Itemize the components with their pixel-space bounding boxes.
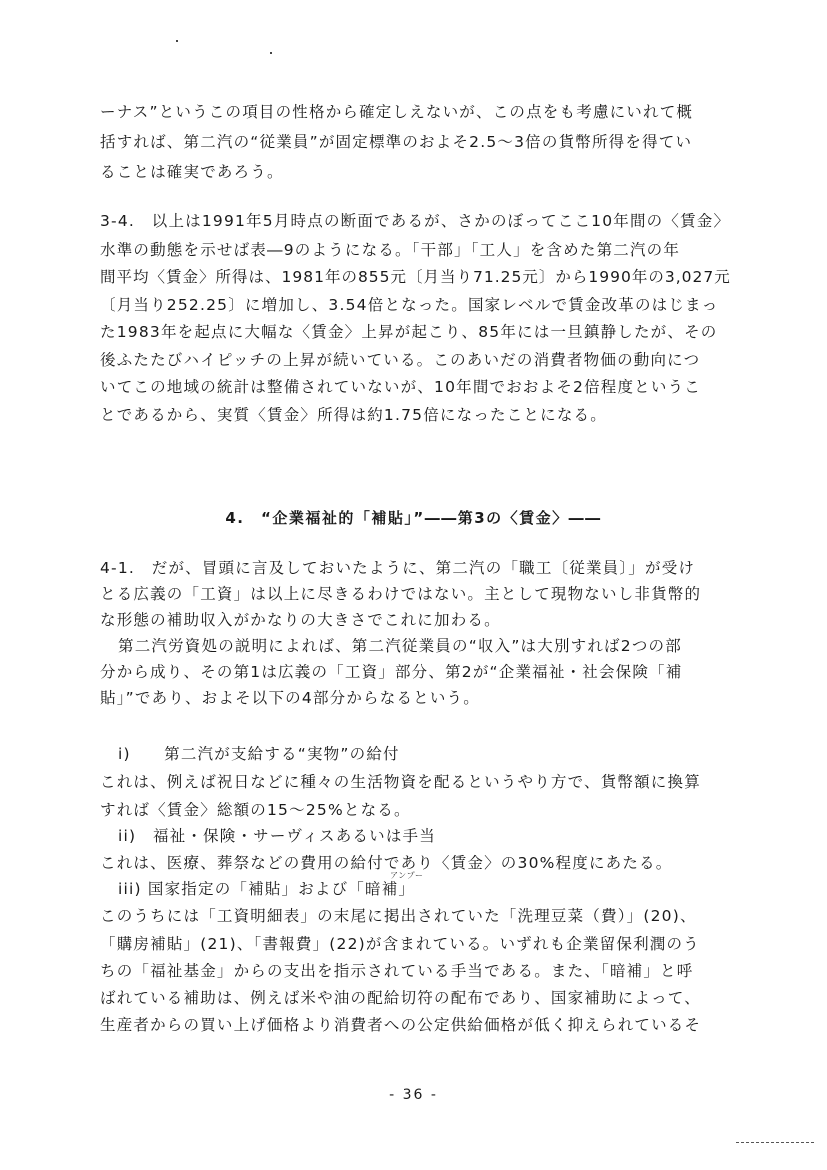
text-line: 間平均〈賃金〉所得は、1981年の855元〔月当り71.25元〕から1990年の3,027元 bbox=[100, 268, 731, 286]
text-line: 後ふたたびハイピッチの上昇が続いている。このあいだの消費者物価の動向につ bbox=[100, 351, 701, 369]
text-line: 水準の動態を示せば表―9のようになる。「干部」「工人」を含めた第二汽の年 bbox=[100, 241, 681, 259]
text-line: すれば〈賃金〉総額の15～25%となる。 bbox=[100, 801, 411, 819]
list-item-title: i) 第二汽が支給する“実物”の給付 bbox=[118, 745, 400, 763]
section-heading: 4. “企業福祉的「補貼」”――第3の〈賃金〉―― bbox=[225, 509, 602, 527]
text-line: このうちには「工資明細表」の末尾に掲出されていた「洗理豆菜（費）」(20)、 bbox=[100, 907, 697, 925]
ruby-annotation: アンプー bbox=[390, 871, 424, 880]
text-line: 3-4. 以上は1991年5月時点の断面であるが、さかのぼってここ10年間の〈賃金〉 bbox=[100, 212, 731, 230]
text-line: た1983年を起点に大幅な〈賃金〉上昇が起こり、85年には一旦鎮静したが、その bbox=[100, 323, 718, 341]
text-line: 分から成り、その第1は広義の「工資」部分、第2が“企業福祉・社会保険「補 bbox=[100, 663, 683, 681]
list-item-title: ii) 福祉・保険・サーヴィスあるいは手当 bbox=[118, 827, 436, 845]
text-line: 4-1. だが、冒頭に言及しておいたように、第二汽の「職工〔従業員〕」が受け bbox=[100, 559, 696, 577]
text-line: 〔月当り252.25〕に増加し、3.54倍となった。国家レベルで賃金改革のはじまっ bbox=[100, 296, 719, 314]
text-line: ることは確実であろう。 bbox=[100, 163, 284, 181]
list-item-title: iii) 国家指定の「補貼」および「暗補」 bbox=[118, 880, 416, 898]
text-line: これは、例えば祝日などに種々の生活物資を配るというやり方で、貨幣額に換算 bbox=[100, 773, 701, 791]
scan-artifact bbox=[736, 1142, 814, 1144]
scan-speck bbox=[270, 52, 272, 54]
text-line: ばれている補助は、例えば米や油の配給切符の配布であり、国家補助によって、 bbox=[100, 989, 701, 1007]
text-line: とであるから、実質〈賃金〉所得は約1.75倍になったことになる。 bbox=[100, 406, 607, 424]
text-line: 「購房補貼」(21)、「書報費」(22)が含まれている。いずれも企業留保利潤のう bbox=[100, 935, 700, 953]
text-line: これは、医療、葬祭などの費用の給付であり〈賃金〉の30%程度にあたる。 bbox=[100, 854, 673, 872]
text-line: とる広義の「工資」は以上に尽きるわけではない。主として現物ないし非貨幣的 bbox=[100, 585, 702, 603]
scan-speck bbox=[176, 40, 178, 42]
text-line: ちの「福祉基金」からの支出を指示されている手当である。また、「暗補」と呼 bbox=[100, 962, 694, 980]
page-number: - 36 - bbox=[389, 1087, 438, 1103]
text-line: 生産者からの買い上げ価格より消費者への公定供給価格が低く抑えられているそ bbox=[100, 1016, 702, 1034]
text-line: な形態の補助収入がかなりの大きさでこれに加わる。 bbox=[100, 611, 501, 629]
text-line: 貼」”であり、およそ以下の4部分からなるという。 bbox=[100, 689, 480, 707]
text-line: 括すれば、第二汽の“従業員”が固定標準のおよそ2.5～3倍の貨幣所得を得てい bbox=[100, 133, 693, 151]
text-line: 第二汽労資処の説明によれば、第二汽従業員の“収入”は大別すれば2つの部 bbox=[118, 637, 682, 655]
text-line: ーナス”というこの項目の性格から確定しえないが、この点をも考慮にいれて概 bbox=[100, 103, 694, 121]
text-line: いてこの地域の統計は整備されていないが、10年間でおおよそ2倍程度というこ bbox=[100, 378, 701, 396]
